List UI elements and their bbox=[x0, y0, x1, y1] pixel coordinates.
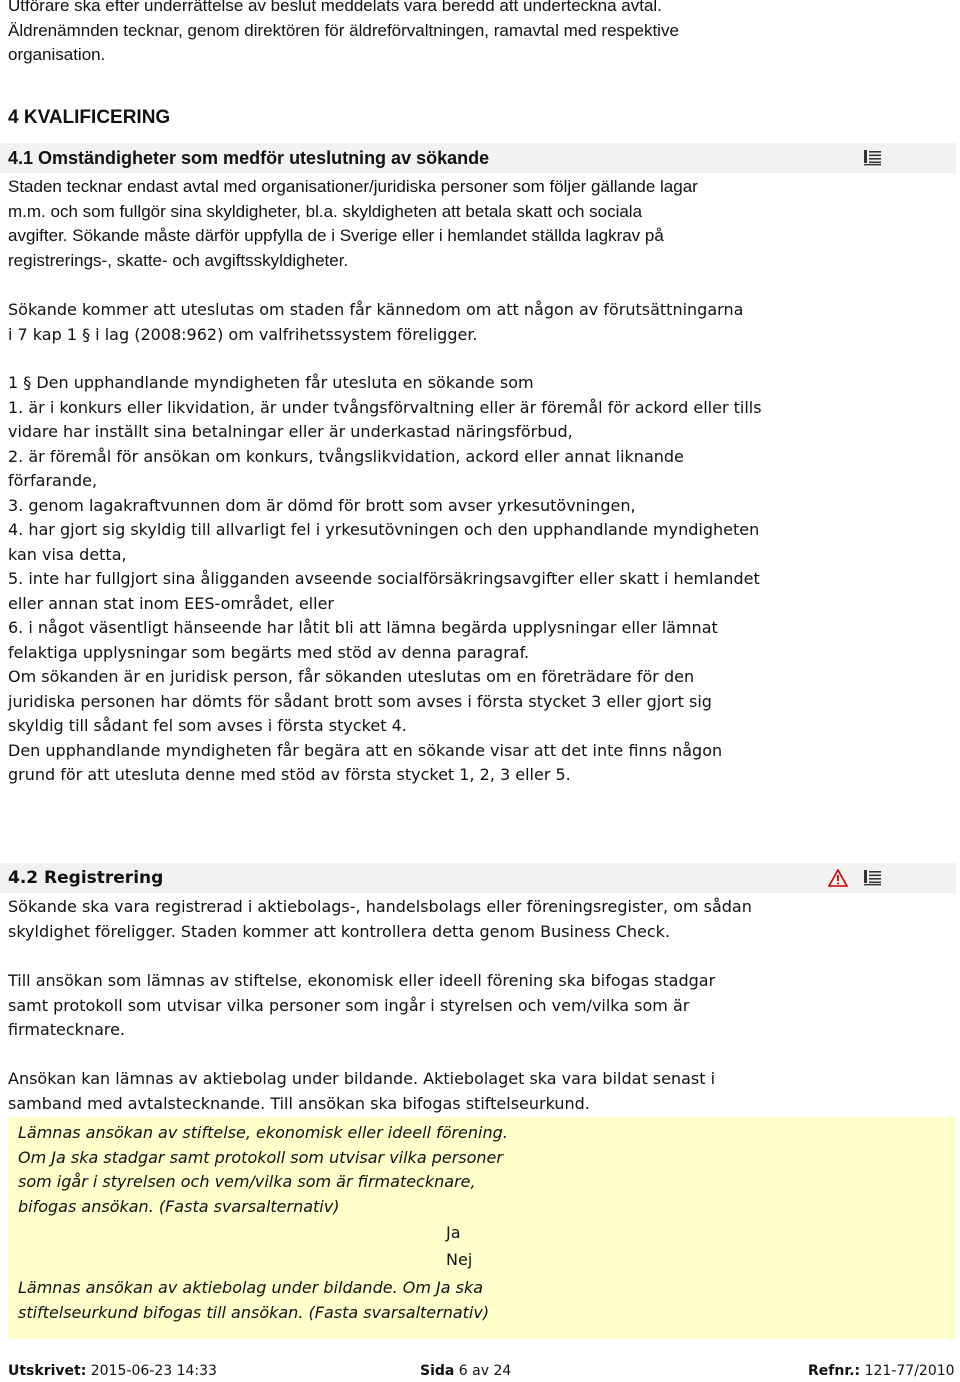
text-line: 5. inte har fullgjort sina åligganden avseende socialförsäkringsavgifter eller skatt i hemlandet bbox=[8, 569, 760, 588]
text-line: Sökande ska vara registrerad i aktiebolags-, handelsbolags eller föreningsregister, om sådan bbox=[8, 897, 752, 916]
text-line: eller annan stat inom EES-området, eller bbox=[8, 593, 334, 613]
section-title: 4.1 Omständigheter som medför uteslutning av sökande bbox=[8, 148, 490, 168]
footer-page-value: 6 av 24 bbox=[454, 1363, 512, 1379]
text-line: 1. är i konkurs eller likvidation, är under tvångsförvaltning eller är föremål för ackord eller tills bbox=[8, 397, 762, 417]
question-text bbox=[18, 1121, 508, 1219]
question-line: Lämnas ansökan av stiftelse, ekonomisk eller ideell förening. bbox=[18, 1123, 508, 1142]
intro-line: Äldrenämnden tecknar, genom direktören för äldreförvaltningen, ramavtal med respektive bbox=[8, 20, 679, 40]
footer-ref-value: 121-77/2010 bbox=[860, 1363, 955, 1379]
section-41-para3 bbox=[8, 371, 948, 788]
text-line: Staden tecknar endast avtal med organisationer/juridiska personer som följer gällande lagar bbox=[8, 177, 698, 196]
section-42-para1 bbox=[8, 895, 948, 944]
text-line: felaktiga upplysningar som begärts med stöd av denna paragraf. bbox=[8, 642, 530, 662]
intro-line: organisation. bbox=[8, 45, 106, 64]
text-line: Den upphandlande myndigheten får begära att en sökande visar att det inte finns någon bbox=[8, 740, 723, 760]
section-41-body bbox=[8, 175, 948, 273]
text-line: grund för att utesluta denne med stöd av första stycket 1, 2, 3 eller 5. bbox=[8, 765, 571, 784]
question-text bbox=[18, 1276, 489, 1325]
intro-line: Utförare ska efter underrättelse av beslut meddelats vara beredd att underteckna avtal. bbox=[8, 0, 662, 15]
text-line: 3. genom lagakraftvunnen dom är dömd för brott som avser yrkesutövningen, bbox=[8, 495, 636, 515]
section-header-4-1 bbox=[0, 143, 956, 173]
section-header-4-2 bbox=[0, 863, 956, 893]
text-line: registrerings-, skatte- och avgiftsskyldigheter. bbox=[8, 250, 349, 270]
chapter-heading: 4 KVALIFICERING bbox=[8, 107, 171, 128]
section-42-para3 bbox=[8, 1067, 948, 1116]
section-42-para2 bbox=[8, 969, 948, 1043]
text-line: förfarande, bbox=[8, 471, 98, 490]
text-line: juridiska personen har dömts för sådant brott som avses i första stycket 3 eller gjort sig bbox=[8, 691, 712, 711]
section-title: 4.2 Registrering bbox=[8, 868, 164, 888]
text-line: samt protokoll som utvisar vilka personer som ingår i styrelsen och vem/vilka som är bbox=[8, 995, 690, 1015]
text-line: skyldig till sådant fel som avses i första stycket 4. bbox=[8, 716, 407, 735]
option-no[interactable]: Nej bbox=[446, 1250, 473, 1269]
text-line: vidare har inställt sina betalningar eller är underkastad näringsförbud, bbox=[8, 422, 573, 441]
text-line: 4. har gjort sig skyldig till allvarligt fel i yrkesutövningen och den upphandlande myndigheten bbox=[8, 520, 760, 539]
text-line: 6. i något väsentligt hänseende har låtit bli att lämna begärda upplysningar eller lämnat bbox=[8, 618, 718, 637]
question-line: som igår i styrelsen och vem/vilka som är firmatecknare, bbox=[18, 1172, 476, 1191]
text-line: kan visa detta, bbox=[8, 544, 127, 564]
text-line: samband med avtalstecknande. Till ansökan ska bifogas stiftelseurkund. bbox=[8, 1093, 590, 1113]
text-line: i 7 kap 1 § i lag (2008:962) om valfrihetssystem föreligger. bbox=[8, 324, 478, 344]
text-line: skyldighet föreligger. Staden kommer att kontrollera detta genom Business Check. bbox=[8, 921, 671, 941]
answer-box bbox=[8, 1117, 956, 1339]
option-yes[interactable]: Ja bbox=[446, 1223, 461, 1242]
text-line: 2. är föremål för ansökan om konkurs, tvångslikvidation, ackord eller annat liknande bbox=[8, 446, 684, 466]
text-line: Sökande kommer att uteslutas om staden får kännedom om att någon av förutsättningarna bbox=[8, 300, 744, 319]
text-line: m.m. och som fullgör sina skyldigheter, bl.a. skyldigheten att betala skatt och sociala bbox=[8, 201, 643, 221]
question-line: stiftelseurkund bifogas till ansökan. (Fasta svarsalternativ) bbox=[18, 1302, 490, 1322]
section-41-para2 bbox=[8, 298, 948, 347]
question-line: Om Ja ska stadgar samt protokoll som utvisar vilka personer bbox=[18, 1147, 503, 1167]
text-line: 1 § Den upphandlande myndigheten får utesluta en sökande som bbox=[8, 373, 534, 392]
footer-printed bbox=[8, 1363, 217, 1379]
footer-page bbox=[420, 1363, 511, 1379]
footer-printed-value: 2015-06-23 14:33 bbox=[86, 1363, 217, 1379]
text-line: Ansökan kan lämnas av aktiebolag under bildande. Aktiebolaget ska vara bildat senast i bbox=[8, 1069, 716, 1088]
footer-ref bbox=[808, 1363, 955, 1379]
intro-paragraph bbox=[8, 0, 948, 68]
list-icon[interactable] bbox=[864, 150, 882, 166]
list-icon[interactable] bbox=[864, 870, 882, 886]
question-line: Lämnas ansökan av aktiebolag under bildande. Om Ja ska bbox=[18, 1278, 484, 1297]
question-line: bifogas ansökan. (Fasta svarsalternativ) bbox=[18, 1196, 340, 1216]
text-line: Till ansökan som lämnas av stiftelse, ekonomisk eller ideell förening ska bifogas stadgar bbox=[8, 971, 716, 990]
footer-ref-label: Refnr.: bbox=[808, 1363, 861, 1379]
footer-printed-label: Utskrivet: bbox=[8, 1363, 87, 1379]
text-line: Om sökanden är en juridisk person, får sökanden uteslutas om en företrädare för den bbox=[8, 667, 695, 686]
footer-page-label: Sida bbox=[420, 1363, 455, 1379]
text-line: firmatecknare. bbox=[8, 1020, 126, 1039]
text-line: avgifter. Sökande måste därför uppfylla de i Sverige eller i hemlandet ställda lagkrav på bbox=[8, 226, 664, 245]
warning-icon[interactable] bbox=[828, 869, 848, 887]
